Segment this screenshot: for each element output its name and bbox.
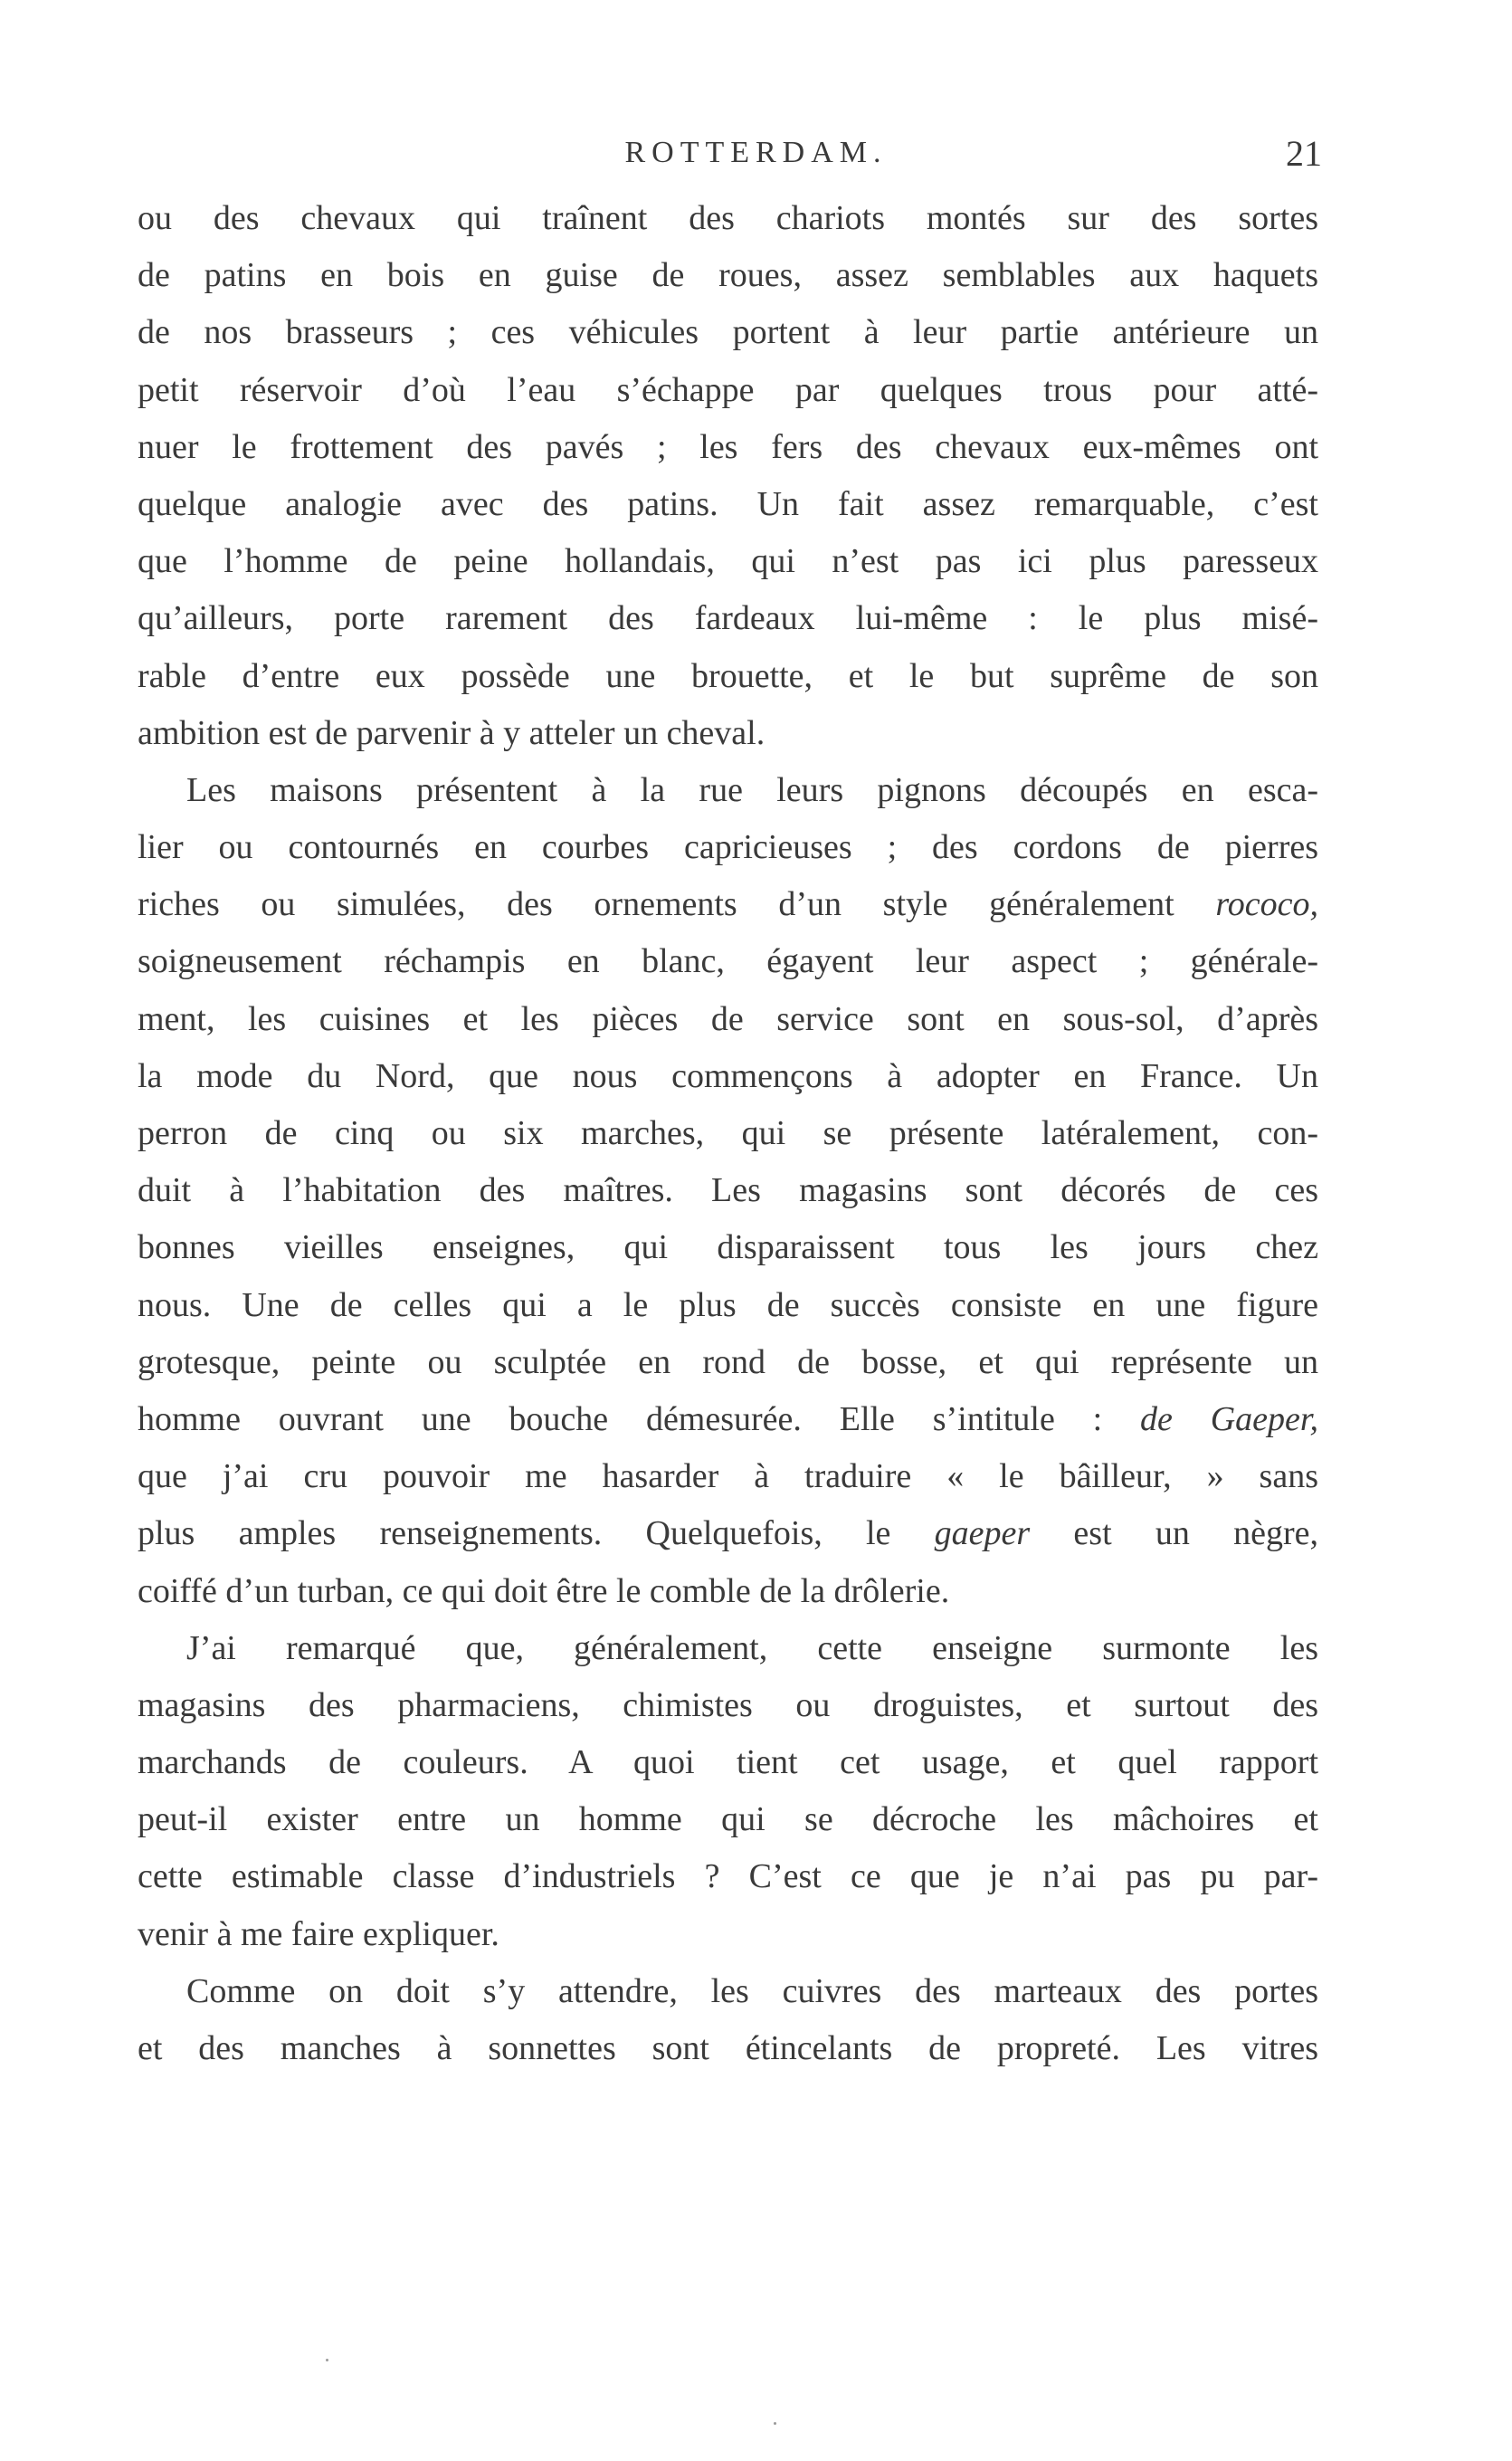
text-run: venir à me faire expliquer.: [138, 1914, 499, 1953]
text-run: ambition est de parvenir à y atteler un cheval.: [138, 713, 766, 752]
text-run: de nos brasseurs ; ces véhicules portent à leur partie antérieure un: [138, 313, 1318, 352]
text-line: [138, 247, 1318, 304]
text-line: [138, 1791, 1318, 1848]
text-run: petit réservoir d’où l’eau s’échappe par quelques trous pour atté-: [138, 370, 1318, 409]
text-line: [138, 1677, 1318, 1734]
text-line: [138, 1848, 1318, 1905]
text-run: riches ou simulées, des ornements d’un style généralement: [138, 885, 1216, 924]
text-line: [138, 1505, 1318, 1562]
italic-run: gaeper: [934, 1514, 1031, 1553]
text-run: cette estimable classe d’industriels ? C’est ce que je n’ai pas pu par-: [138, 1857, 1318, 1896]
text-run: bonnes vieilles enseignes, qui disparaissent tous les jours chez: [138, 1228, 1318, 1267]
text-line: [138, 304, 1318, 361]
text-run: peut-il exister entre un homme qui se décroche les mâchoires et: [138, 1800, 1318, 1839]
text-run: perron de cinq ou six marches, qui se présente latéralement, con-: [138, 1114, 1318, 1152]
text-line: [138, 991, 1318, 1048]
text-line: [138, 1277, 1318, 1334]
text-run: et des manches à sonnettes sont étincelants de propreté. Les vitres: [138, 2029, 1318, 2067]
text-run: Comme on doit s’y attendre, les cuivres des marteaux des portes: [186, 1971, 1318, 2010]
text-line: [138, 1048, 1318, 1105]
text-run: que j’ai cru pouvoir me hasarder à traduire « le bâilleur, » sans: [138, 1457, 1318, 1496]
text-line: [138, 648, 1318, 705]
text-line: [138, 819, 1318, 876]
text-run: marchands de couleurs. A quoi tient cet usage, et quel rapport: [138, 1743, 1318, 1782]
text-line: [138, 1448, 1318, 1505]
running-title: ROTTERDAM.: [624, 136, 888, 169]
text-line: [138, 876, 1318, 933]
text-run: nous. Une de celles qui a le plus de succès consiste en une figure: [138, 1285, 1318, 1324]
text-line: [138, 362, 1318, 419]
text-run: homme ouvrant une bouche démesurée. Elle s’intitule :: [138, 1399, 1141, 1438]
text-run: soigneusement réchampis en blanc, égayent leur aspect ; générale-: [138, 942, 1318, 981]
text-line: [138, 1906, 1318, 1963]
body-text: [138, 190, 1318, 2077]
text-line: [138, 419, 1318, 476]
paragraph-1: [138, 190, 1318, 762]
text-line: [138, 1334, 1318, 1391]
text-run: lier ou contournés en courbes capricieuses ; des cordons de pierres: [138, 828, 1318, 867]
text-run: la mode du Nord, que nous commençons à adopter en France. Un: [138, 1056, 1318, 1095]
italic-run: rococo,: [1215, 885, 1318, 924]
text-run: ou des chevaux qui traînent des chariots montés sur des sortes: [138, 199, 1318, 237]
paragraph-3: [138, 1620, 1318, 1963]
paragraph-4: [138, 1963, 1318, 2077]
text-line: [138, 762, 1318, 819]
print-speck: [326, 2359, 328, 2361]
text-line: [138, 705, 1318, 762]
text-line: [138, 533, 1318, 590]
text-run: grotesque, peinte ou sculptée en rond de bosse, et qui représente un: [138, 1342, 1318, 1381]
text-run: duit à l’habitation des maîtres. Les magasins sont décorés de ces: [138, 1171, 1318, 1210]
paragraph-2: [138, 762, 1318, 1620]
text-line: [138, 2020, 1318, 2077]
text-run: coiffé d’un turban, ce qui doit être le comble de la drôlerie.: [138, 1571, 950, 1610]
text-run: rable d’entre eux possède une brouette, et le but suprême de son: [138, 656, 1318, 695]
text-run: quelque analogie avec des patins. Un fait assez remarquable, c’est: [138, 484, 1318, 523]
text-line: [138, 1105, 1318, 1162]
text-line: [138, 476, 1318, 533]
text-run: de patins en bois en guise de roues, assez semblables aux haquets: [138, 256, 1318, 295]
text-line: [138, 1162, 1318, 1219]
text-line: [138, 1734, 1318, 1791]
text-line: [138, 1963, 1318, 2020]
text-run: est un nègre,: [1030, 1514, 1318, 1553]
text-line: [138, 933, 1318, 990]
page-number: 21: [1286, 133, 1322, 174]
text-run: Les maisons présentent à la rue leurs pignons découpés en esca-: [186, 770, 1318, 809]
text-run: magasins des pharmaciens, chimistes ou droguistes, et surtout des: [138, 1685, 1318, 1724]
text-run: J’ai remarqué que, généralement, cette enseigne surmonte les: [186, 1628, 1318, 1667]
text-run: ment, les cuisines et les pièces de service sont en sous-sol, d’après: [138, 999, 1318, 1038]
text-run: qu’ailleurs, porte rarement des fardeaux lui-même : le plus misé-: [138, 599, 1318, 638]
text-run: plus amples renseignements. Quelquefois, le: [138, 1514, 935, 1553]
text-line: [138, 1563, 1318, 1620]
text-line: [138, 1391, 1318, 1448]
text-line: [138, 1620, 1318, 1677]
text-line: [138, 190, 1318, 247]
text-run: que l’homme de peine hollandais, qui n’est pas ici plus paresseux: [138, 542, 1318, 581]
running-head: [0, 133, 1512, 181]
italic-run: de Gaeper,: [1140, 1399, 1318, 1438]
text-run: nuer le frottement des pavés ; les fers des chevaux eux-mêmes ont: [138, 427, 1318, 466]
print-speck: [774, 2422, 776, 2425]
text-line: [138, 1219, 1318, 1276]
text-line: [138, 590, 1318, 647]
